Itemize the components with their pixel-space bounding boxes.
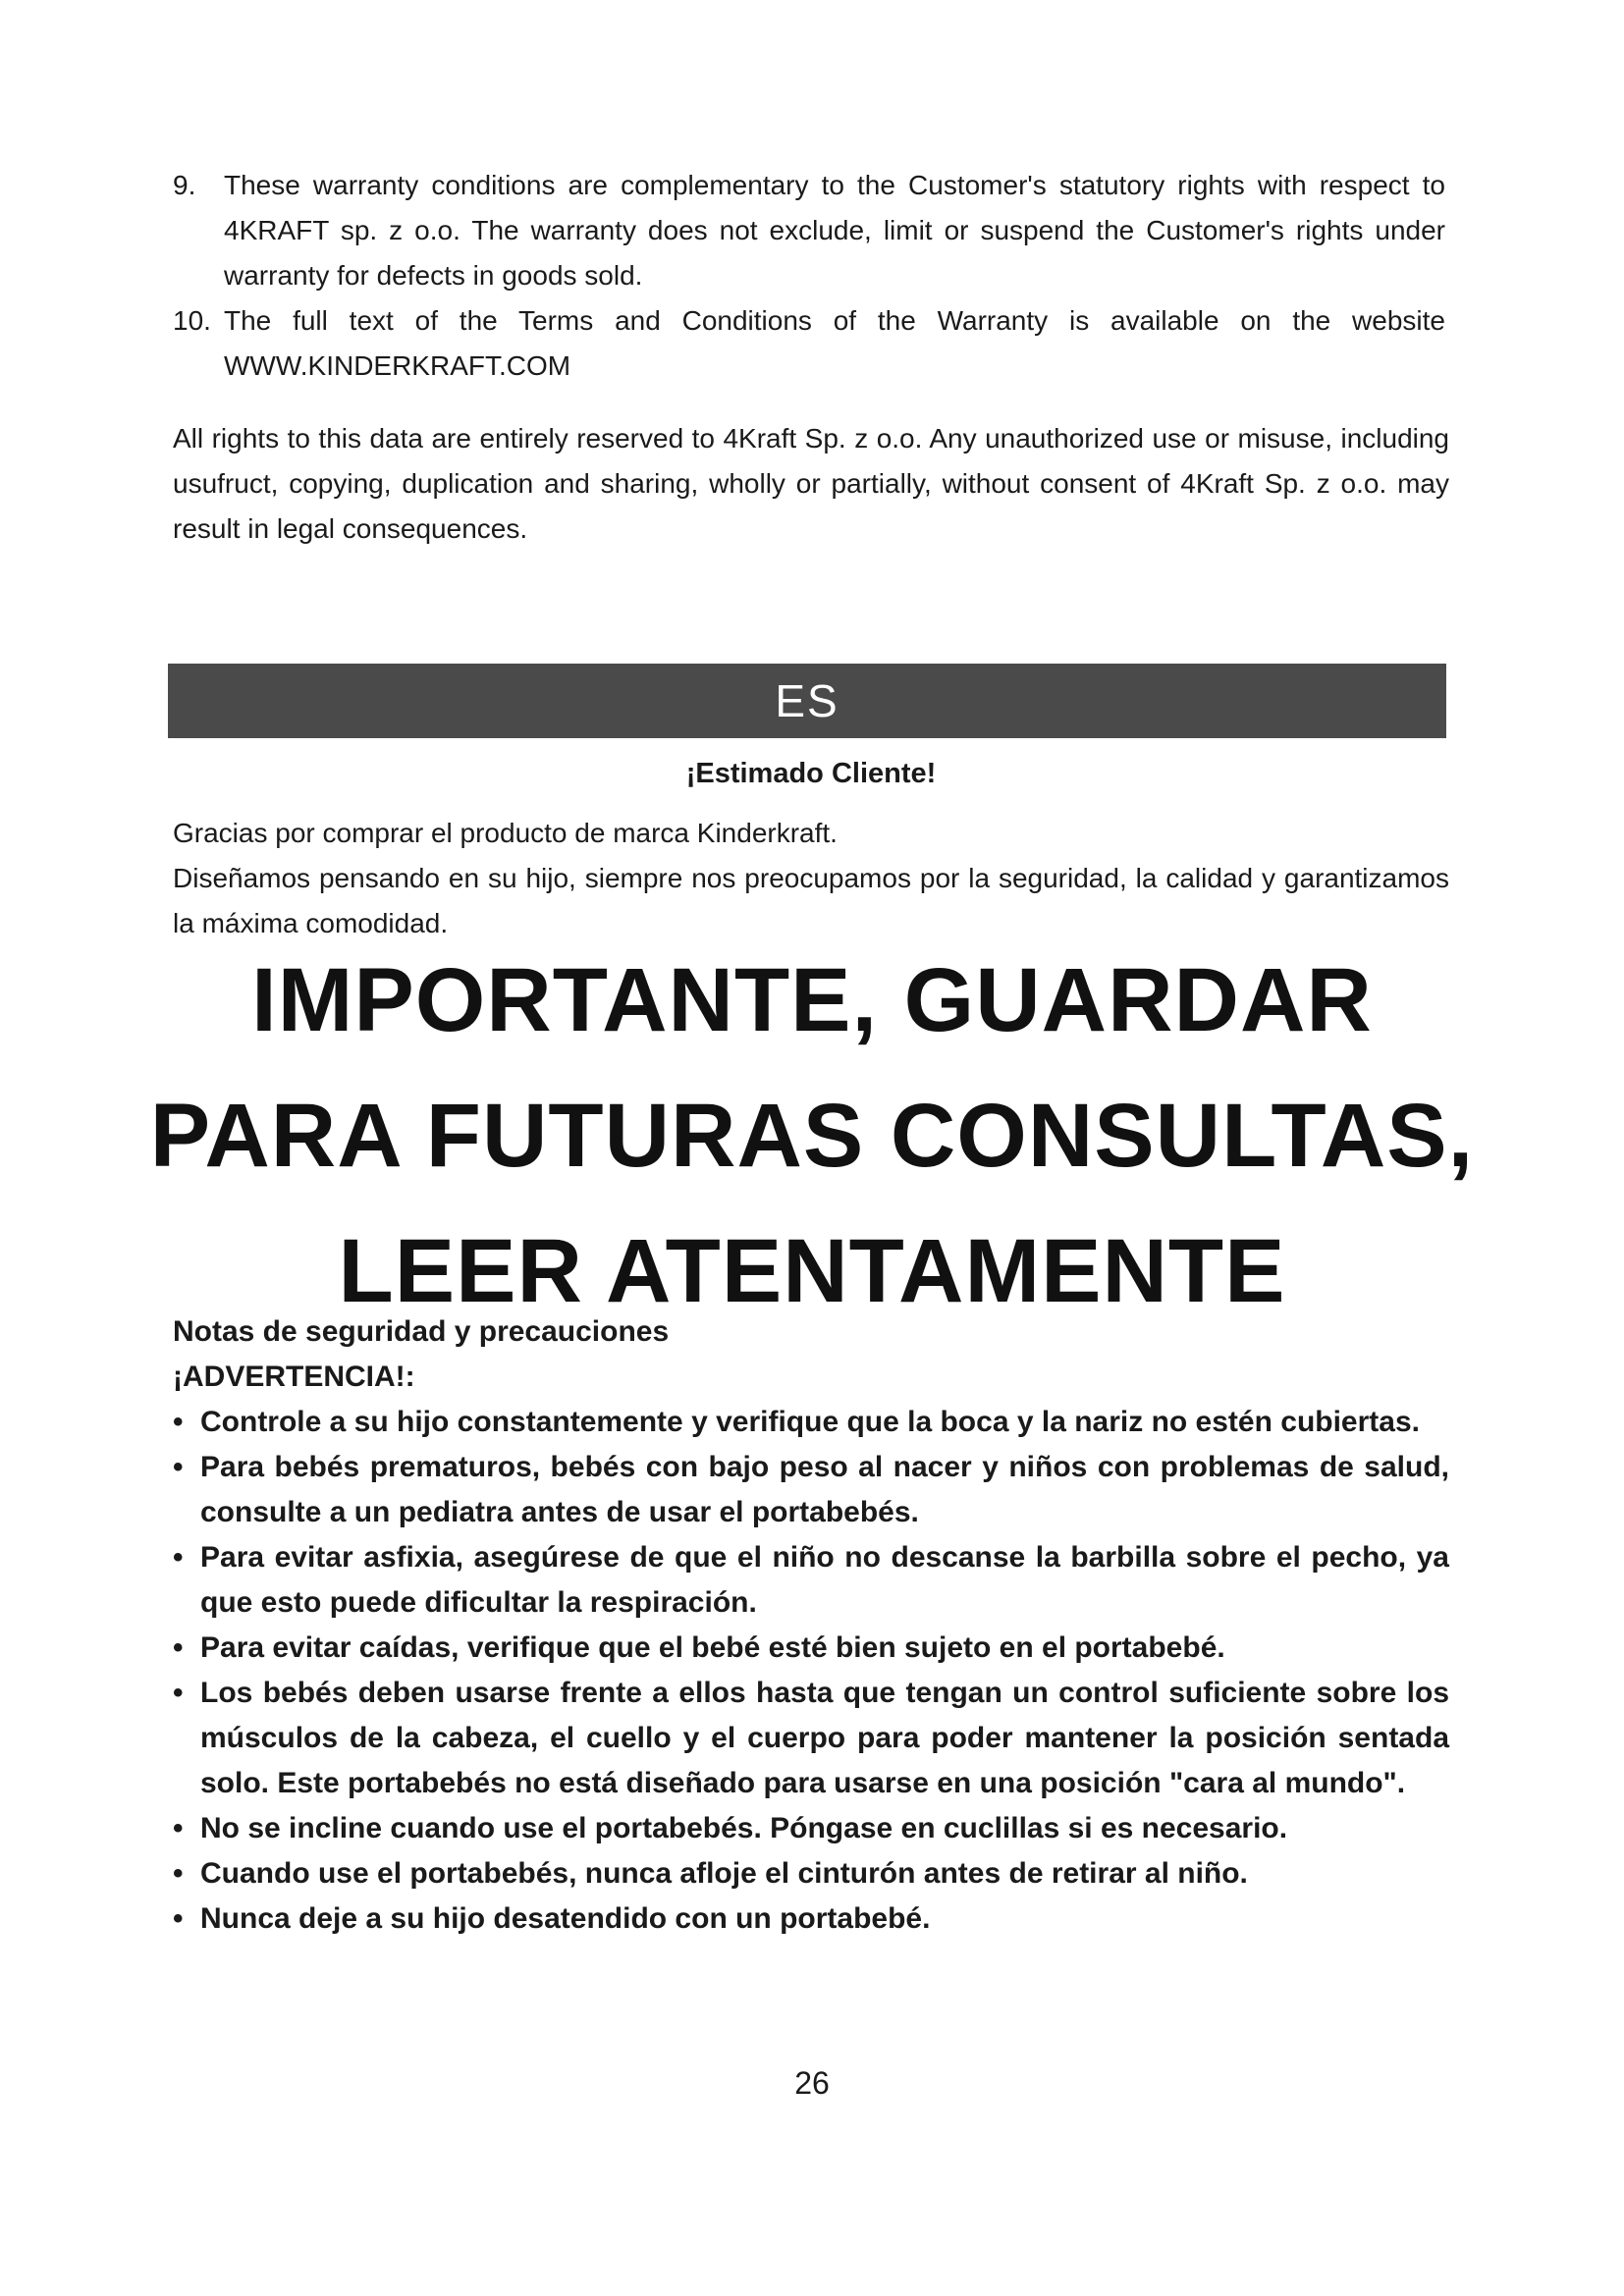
warning-list	[173, 1400, 1449, 1942]
safety-heading: Notas de seguridad y precauciones	[173, 1315, 670, 1348]
warning-text: No se incline cuando use el portabebés. Póngase en cuclillas si es necesario.	[200, 1812, 1288, 1844]
list-item	[173, 1445, 1449, 1535]
important-title: IMPORTANTE, GUARDAR PARA FUTURAS CONSULTAS, LEER ATENTAMENTE	[149, 950, 1475, 1321]
warning-text: Nunca deje a su hijo desatendido con un portabebé.	[200, 1902, 931, 1935]
intro-thanks: Gracias por comprar el producto de marca Kinderkraft.	[173, 818, 838, 848]
warning-text: Para evitar caídas, verifique que el bebé esté bien sujeto en el portabebé.	[200, 1631, 1225, 1664]
warning-text: Para evitar asfixia, asegúrese de que el niño no descanse la barbilla sobre el pecho, ya que esto puede dificultar la respiración.	[200, 1541, 1449, 1619]
bullet-icon: •	[173, 1631, 184, 1664]
warning-text: Cuando use el portabebés, nunca afloje el cinturón antes de retirar al niño.	[200, 1857, 1248, 1890]
warning-text: Para bebés prematuros, bebés con bajo peso al nacer y niños con problemas de salud, consulte a un pediatra antes de usar el portabebés.	[200, 1451, 1449, 1528]
warranty-item-9	[173, 163, 1445, 298]
language-label: ES	[775, 675, 839, 726]
bullet-icon: •	[173, 1406, 184, 1438]
bullet-icon: •	[173, 1812, 184, 1844]
bullet-icon: •	[173, 1902, 184, 1935]
list-item	[173, 1626, 1449, 1671]
item-text: The full text of the Terms and Conditions of the Warranty is available on the website WWW.KINDERKRAFT.COM	[224, 305, 1445, 381]
list-item	[173, 1851, 1449, 1896]
bullet-icon: •	[173, 1451, 184, 1483]
list-item	[173, 1806, 1449, 1851]
list-item	[173, 1671, 1449, 1806]
warning-text: Controle a su hijo constantemente y verifique que la boca y la nariz no estén cubiertas.	[200, 1406, 1420, 1438]
warranty-list	[173, 163, 1445, 389]
warning-text: Los bebés deben usarse frente a ellos hasta que tengan un control suficiente sobre los músculos de la cabeza, el cuello y el cuerpo para poder mantener la posición sentada solo. Este portabebés no está diseñado para usarse en una posición "cara al mundo".	[200, 1677, 1449, 1799]
rights-notice: All rights to this data are entirely reserved to 4Kraft Sp. z o.o. Any unauthorized use or misuse, including usufruct, copying, duplication and sharing, wholly or partially, without consent of 4Kraft Sp. z o.o. may result in legal consequences.	[173, 423, 1449, 544]
language-section-bar	[168, 664, 1446, 738]
list-item	[173, 1535, 1449, 1626]
page-number: 26	[794, 2065, 830, 2101]
greeting-heading: ¡Estimado Cliente!	[685, 758, 937, 789]
item-number: 10.	[173, 305, 211, 336]
bullet-icon: •	[173, 1857, 184, 1890]
intro-design: Diseñamos pensando en su hijo, siempre nos preocupamos por la seguridad, la calidad y garantizamos la máxima comodidad.	[173, 863, 1449, 938]
list-item	[173, 1400, 1449, 1445]
bullet-icon: •	[173, 1677, 184, 1709]
item-number: 9.	[173, 170, 196, 200]
bullet-icon: •	[173, 1541, 184, 1574]
list-item	[173, 1896, 1449, 1942]
item-text: These warranty conditions are complementary to the Customer's statutory rights with respect to 4KRAFT sp. z o.o. The warranty does not exclude, limit or suspend the Customer's rights under warranty for defects in goods sold.	[224, 170, 1445, 291]
warranty-item-10	[173, 298, 1445, 389]
warning-heading: ¡ADVERTENCIA!:	[173, 1361, 415, 1393]
